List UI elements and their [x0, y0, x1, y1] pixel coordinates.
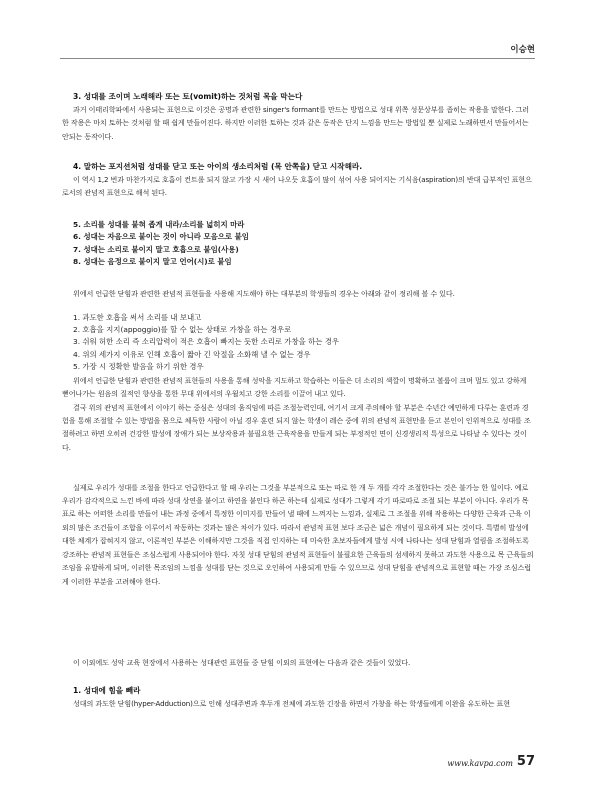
summary-list-item: 2. 호흡을 지지(appoggio)를 할 수 없는 상태로 가창을 하는 경우로 [73, 325, 292, 335]
summary-intro: 위에서 언급한 닫힘과 관련한 관념적 표현들을 사용해 지도해야 하는 대부분의 학생들의 경우는 아래와 같이 정리해 볼 수 있다. [73, 288, 455, 298]
section-3-text: 과거 이태리학파에서 사용되는 표현으로 이것은 공명과 관련한 singer's formant를 만드는 방법으로 성대 위쪽 성문상부를 좁히는 작용을 말한다. 그러한 작용은 마치 토하는 것처럼 할 때 쉽게 만들어진다. 하지만 이러한 토하는 것과 같은 동작은 단지 느낌을 만드는 방법일 뿐 실제로 노래하면서 만들어서는 안되는 동작이다. [62, 105, 529, 141]
short-list-item: 6. 성대는 자음으로 붙이는 것이 아니라 모음으로 붙임 [73, 232, 249, 242]
short-list-item: 7. 성대는 소리로 붙이지 말고 호흡으로 붙임(사용) [73, 244, 239, 254]
page-header [0, 0, 595, 60]
body-paragraph: 위에서 언급한 닫힘과 관련한 관념적 표현들의 사용을 통해 성악을 지도하고 학습하는 이들은 더 소리의 색깔이 명확하고 볼륨이 크며 멀도 있고 강하게 뻗어나가는 원음의 질적인 향상을 통한 무대 위에서의 우월치고 강한 소리를 이끌어 내고 있다. [62, 375, 527, 399]
short-list-item: 8. 성대는 음정으로 붙이지 말고 언어(시)로 붙임 [73, 257, 232, 267]
summary-list-item: 4. 위의 세가지 이유로 인해 호흡이 짧아 긴 악절을 소화해 낼 수 없는 경우 [73, 349, 311, 359]
section-4-text: 이 역시 1,2 번과 마찬가지로 호흡이 컨트롤 되지 않고 가장 시 새어 나오듯 호흡이 많이 섞여 사용 되어지는 기식음(aspiration)의 반대 급부적인 표현으로서의 관념적 표현으로 해석 된다. [62, 175, 532, 198]
article-body [62, 62, 535, 724]
section-4-heading: 4. 말하는 포지션처럼 성대를 닫고 또는 아이의 생소리처럼 (목 안쪽을) 닫고 시작해라. [73, 162, 363, 171]
page-number: 57 [516, 754, 535, 769]
author-name: 이승현 [510, 45, 535, 55]
summary-list-item: 5. 가장 시 정확한 발음을 하기 위한 경우 [73, 362, 204, 372]
section-a-text: 성대의 과도한 닫힘(hyper-Adduction)으로 인해 성대주변과 후두개 전체에 과도한 긴장을 하면서 가창을 하는 학생들에게 이완을 유도하는 표현 [73, 698, 511, 708]
section-3-heading: 3. 성대를 조이며 노래해라 또는 토(vomit)하는 것처럼 목을 막는다 [73, 92, 303, 101]
summary-list-item: 3. 쉬워 허한 소리 즉 소리압력이 적은 호흡이 빠지는 듯한 소리로 가창을 하는 경우 [73, 337, 340, 347]
header-rule [60, 58, 535, 59]
body-paragraph: 실제로 우리가 성대를 조절을 한다고 언급한다고 할 때 우리는 그것을 부분적으로 또는 따로 한 개 두 개를 각각 조절한다는 것은 불가능 한 일이다. 예로 우리가 감각적으로 느낀 바에 따라 성대 상연을 붙이고 하연을 붙인다 하곤 하는데 실제로 성대가 그렇게 각기 따로따로 조절 되는 부분이 아니다. 우리가 목표로 하는 어떠한 소리를 만들어 내는 과정 중에서 특정한 이미지를 만들어 낼 때에 느껴지는 느낌과, 실제로 그 조절을 위해 작용하는 다양한 근육과 근육 이외의 많은 조건들이 조합을 이루어서 작동하는 것과는 많은 차이가 있다. 따라서 관념적 표현 보다 조금은 넓은 개념이 필요하게 되는 것이다. 특별히 발성에 대한 체계가 잡혀지지 않고, 이론적인 부분은 이해하지만 그것을 직접 인지하는 데 미숙한 초보자들에게 발성 시에 나타나는 성대 닫힘과 열림을 조절하도록 강조하는 관념적 표현들은 조심스럽게 사용되어야 한다. 자칫 성대 닫힘의 관념적 표현들이 불필요한 근육들의 섬세하지 못하고 과도한 사용으로 목 근육들의 조임을 유발하게 되며, 이러한 목조임의 느낌을 성대를 닫는 것으로 오인하여 사용되게 만들 수 있으므로 성대 닫힘을 관념적으로 표현할 때는 가장 조심스럽게 이러한 부분을 고려해야 한다. [62, 482, 534, 586]
summary-list-item: 1. 과도한 호흡을 써서 소리를 내 보내고 [73, 312, 202, 322]
body-paragraph: 이 이외에도 성악 교육 현장에서 사용하는 성대관련 표현들 중 닫힘 이외의 표현에는 다음과 같은 것들이 있었다. [73, 657, 411, 667]
body-paragraph: 결국 위의 관념적 표현에서 이야기 하는 중심은 성대의 움직임에 따른 조절능력인데, 여기서 크게 주의해야 할 부분은 수년간 예민하게 다루는 훈련과 경험을 통해 조절할 수 있는 방법을 몸으로 체득한 사람이 아닐 경우 훈련 되지 않는 학생이 레슨 중에 위의 관념적 표현만을 듣고 본인이 인위적으로 성대를 조절하려고 하면 오히려 건강한 발성에 장애가 되는 보상작용과 불필요한 근육작용을 만들게 되는 부정적인 면이 신경생리적 특성으로 나타날 수 있다는 것이다. [62, 402, 531, 452]
short-list-item: 5. 소리를 성대를 붙혀 좁게 내라/소리를 넓히지 마라 [73, 220, 245, 229]
footer-url: www.kavpa.com [447, 759, 513, 768]
section-a-heading: 1. 성대에 힘을 빼라 [73, 685, 141, 695]
